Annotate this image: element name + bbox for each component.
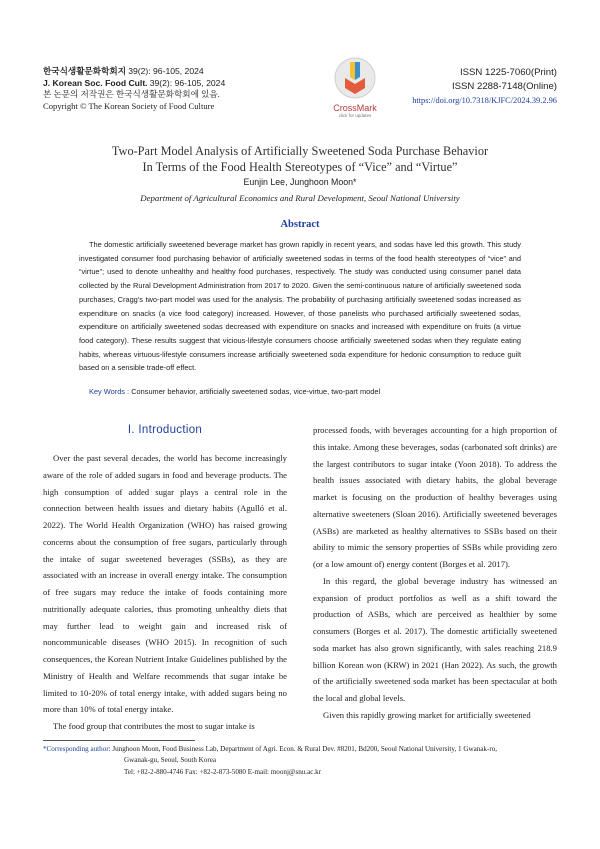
crossmark-logo[interactable]: [325, 56, 385, 118]
journal-volume-en: 39(2): 96-105, 2024: [149, 77, 226, 88]
doi-link[interactable]: https://doi.org/10.7318/KJFC/2024.39.2.96: [412, 96, 557, 105]
abstract-text: The domestic artificially sweetened beverage market has grown rapidly in recent years, and sodas have led this growth. This study investigated consumer food purchasing behavior of artificially sweetened sodas in terms of the food health stereotypes of “vice” and “virtue”; used to denote unhealthy and healthy food purchases, respectively. The study was conducted using consumer panel data collected by the Rural Development Administration from 2017 to 2020. Given the semi-continuous nature of artificially sweetened soda purchases, Cragg’s two-part model was used for the analysis. The probability of purchasing artificially sweetened sodas increased as expenditure on snacks (a vice food category) increased. However, of those panelists who purchased artificially sweetened sodas, expenditure on artificially sweetened sodas decreased with expenditure on snacks and increased with expenditure on fruits (a virtue food category). These results suggest that vicious-lifestyle consumers choose artificially sweetened sodas when they regulate eating habits, whereas virtuous-lifestyle consumers increase artificially sweetened soda expenditure for hedonic consumption to reduce guilt based on a sensible trade-off effect.: [79, 240, 521, 373]
issn-print: ISSN 1225-7060(Print): [459, 67, 557, 78]
journal-header: [43, 66, 225, 112]
article-title: [0, 144, 600, 175]
footnote-line-2: Gwanak-gu, Seoul, South Korea: [124, 756, 217, 765]
footnote-line-1: Junghoon Moon, Food Business Lab, Department of Agri. Econ. & Rural Dev. #8201, Bd200, Seoul National University, 1 Gwanak-ro,: [112, 745, 498, 753]
copyright-kr: 본 논문의 저작권은 한국식생활문화학회에 있음.: [43, 89, 220, 100]
paragraph: The food group that contributes the most to sugar intake is: [53, 721, 255, 731]
crossmark-label: CrossMark: [333, 103, 377, 113]
paragraph: Given this rapidly growing market for artificially sweetened: [323, 709, 531, 720]
journal-name-kr: 한국식생활문화학회지: [43, 66, 127, 76]
paragraph: processed foods, with beverages accounting for a high proportion of this intake. Among these beverages, sodas (carbonated soft drinks) are the largest contributors to sugar intake (Yoon 2018). To address the health issues associated with dietary habits, the global beverage market is focusing on the production of healthy beverages using alternative sweeteners (Sloan 2016). Artificially sweetened beverages (ASBs) are marketed as healthy alternatives to SSBs based on their ability to mimic the sensory properties of SSBs while providing zero (or a low amount of) energy content (Borges et al. 2017).: [313, 425, 557, 569]
title-line-2: In Terms of the Food Health Stereotypes of “Vice” and “Virtue”: [142, 159, 458, 174]
footnote-divider: [43, 740, 195, 741]
issn-block: [412, 66, 557, 108]
affiliation: Department of Agricultural Economics and Rural Development, Seoul National University: [140, 193, 460, 203]
issn-online: ISSN 2288-7148(Online): [451, 81, 557, 92]
journal-name-en: J. Korean Soc. Food Cult.: [43, 77, 148, 88]
copyright-en: Copyright © The Korean Society of Food Culture: [43, 100, 215, 111]
authors: Eunjin Lee, Junghoon Moon*: [243, 177, 357, 187]
body-column-left: [43, 450, 287, 735]
body-column-right: [313, 422, 557, 724]
footnote-label: *Corresponding author:: [43, 745, 111, 753]
keywords-text: Consumer behavior, artificially sweetened sodas, vice-virtue, two-part model: [131, 387, 381, 396]
journal-volume-kr: 39(2): 96-105, 2024: [128, 66, 204, 76]
abstract-heading: Abstract: [280, 219, 320, 230]
footnote-line-3: Tel: +82-2-880-4746 Fax: +82-2-873-5080 E-mail: moonj@snu.ac.kr: [124, 767, 322, 776]
paragraph: In this regard, the global beverage industry has witnessed an expansion of product portfolios as well as a shift toward the production of ASBs, which are perceived as healthier by some consumers (Borges et al. 2017). The domestic artificially sweetened soda market has also grown significantly, with sales reaching 218.9 billion Korean won (KRW) in 2021 (Han 2022). As such, the growth of the artificially sweetened soda market has been spectacular at both the local and global levels.: [313, 575, 557, 703]
corresponding-author-footnote: [43, 744, 563, 778]
paragraph: Over the past several decades, the world has become increasingly aware of the role of added sugars in food and beverage products. The high consumption of added sugar plays a central role in the connection between health issues and dietary habits (Agulló et al. 2022). The World Health Organization (WHO) has raised growing concerns about the consumption of free sugars, particularly through the intake of sugar sweetened beverages (SSBs), as they are associated with an increase in overall energy intake. The consumption of free sugars may reduce the intake of foods containing more nutritionally adequate calories, thus promoting unhealthy diets that may further lead to weight gain and increased risk of noncommunicable diseases (WHO 2015). In recognition of such consequences, the Korean Nutrient Intake Guidelines published by the Ministry of Health and Welfare recommends that sugar intake be limited to 10-20% of total energy intake, with added sugars being no more than 10% of total energy intake.: [43, 453, 287, 715]
title-line-1: Two-Part Model Analysis of Artificially Sweetened Soda Purchase Behavior: [111, 144, 489, 158]
crossmark-icon: [333, 56, 377, 100]
section-heading: I. Introduction: [127, 424, 203, 436]
keywords-label: Key Words :: [89, 387, 130, 396]
keywords: [89, 387, 380, 396]
crossmark-sub: click for updates: [338, 113, 372, 118]
